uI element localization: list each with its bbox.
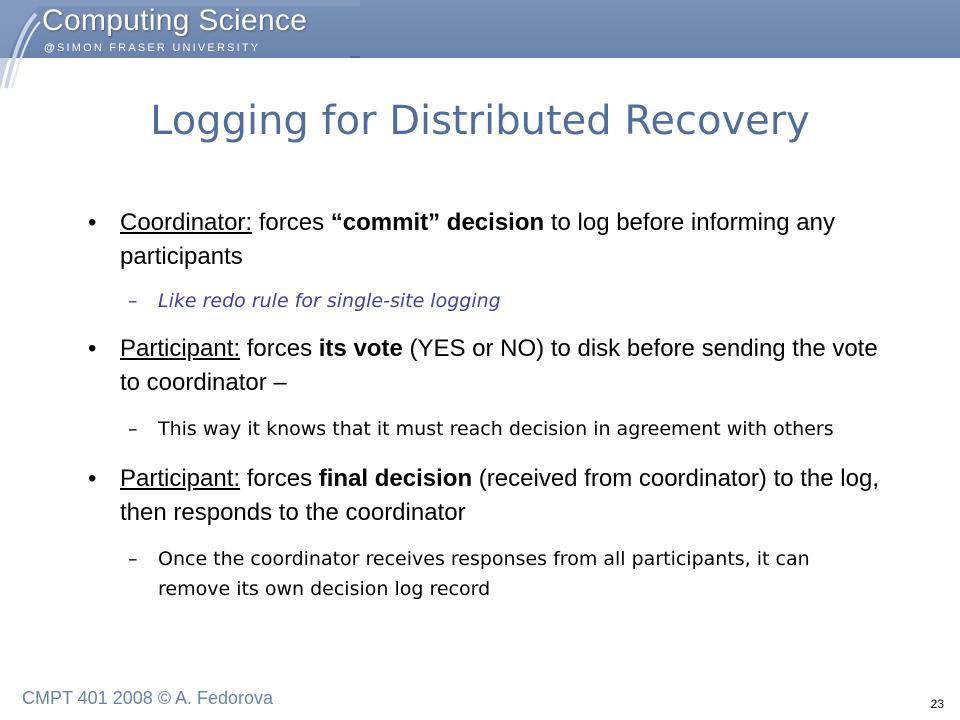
sub-bullet-item (86, 544, 886, 604)
sub-bullet-text: Like redo rule for single-site logging (158, 290, 501, 312)
bullet-bold: final decision (318, 465, 473, 492)
bullet-text: (YES or NO) to disk before sending the vote to coordinator – (120, 335, 878, 396)
bullet-text: (received from coordinator) to the log, then responds to the coordinator (120, 465, 879, 526)
sub-bullet-dash: – (128, 290, 138, 312)
sub-bullet-text: This way it knows that it must reach decision in agreement with others (158, 418, 834, 440)
bullet-bold: “commit” decision (330, 209, 545, 236)
bullet-text: forces (240, 335, 319, 362)
logo-at: @ (44, 42, 57, 54)
bullet-dot: • (88, 465, 97, 492)
bullet-label: Coordinator: (120, 209, 253, 236)
slide-number: 23 (930, 697, 944, 711)
logo-subtitle (44, 42, 260, 54)
sub-bullet-item (86, 286, 886, 316)
sub-bullet-text: Once the coordinator receives responses from all participants, it can remove its own decision log record (158, 548, 810, 600)
bullet-text: forces (252, 209, 331, 236)
bullet-bold: its vote (318, 335, 403, 362)
slide-title: Logging for Distributed Recovery (150, 98, 810, 144)
sub-bullet-dash: – (128, 548, 138, 570)
bullet-item (86, 206, 886, 274)
bullet-item (86, 462, 886, 530)
footer-course-credit: CMPT 401 2008 © A. Fedorova (22, 688, 274, 708)
slide-content (86, 206, 886, 604)
logo-title: Computing Science (42, 4, 308, 37)
bullet-dot: • (88, 209, 97, 236)
bullet-text: forces (240, 465, 319, 492)
sub-bullet-item (86, 414, 886, 444)
bullet-text: to log before informing any participants (120, 209, 835, 270)
bullet-item (86, 332, 886, 400)
bullet-label: Participant: (120, 465, 241, 492)
bullet-label: Participant: (120, 335, 241, 362)
sub-bullet-dash: – (128, 418, 138, 440)
logo-subtitle-text: SIMON FRASER UNIVERSITY (56, 42, 261, 54)
bullet-dot: • (88, 335, 97, 362)
